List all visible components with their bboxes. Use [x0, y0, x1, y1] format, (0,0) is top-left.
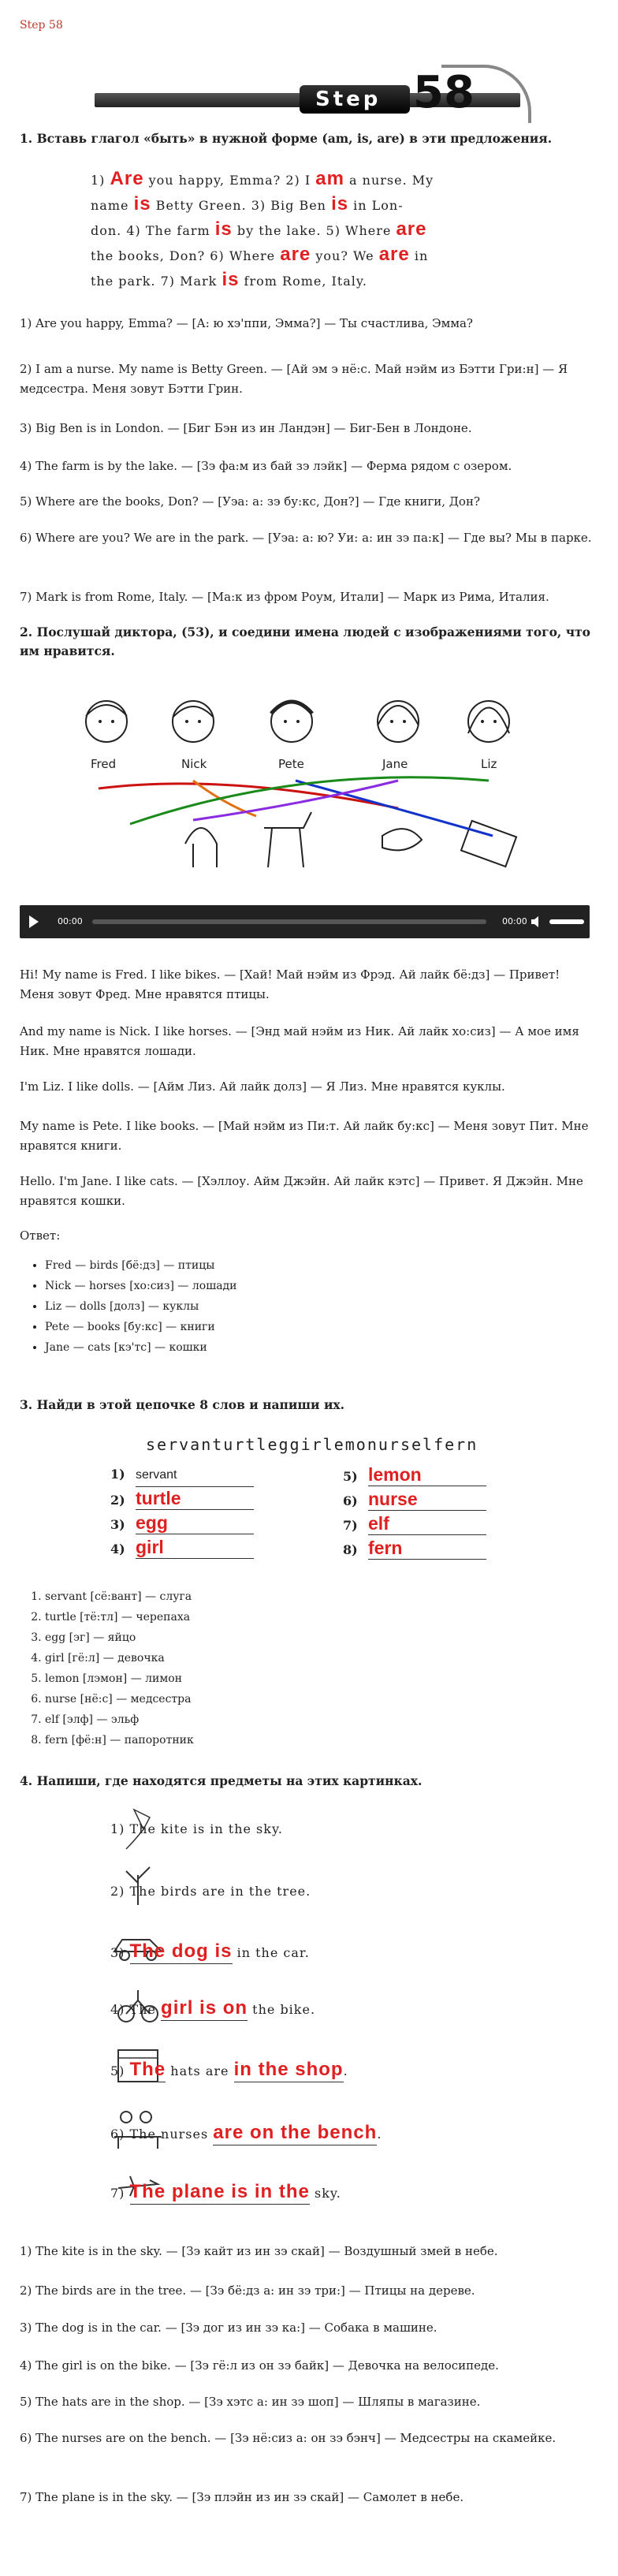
list-item: 6. nurse [нё:с] — медсестра	[45, 1689, 194, 1709]
list-item: 2. turtle [тё:тл] — черепаха	[45, 1607, 194, 1627]
ex4-row: 7) The plane is in the sky.	[110, 2180, 341, 2205]
ex4-answer: 5) The hats are in the shop. — [Зэ хэтс а: ин зэ шоп] — Шляпы в магазине.	[20, 2395, 481, 2409]
ex1-answer: 3) Big Ben is in London. — [Биг Бэн из ин Ландэн] — Биг-Бен в Лондоне.	[20, 421, 472, 435]
seek-bar[interactable]	[92, 919, 486, 924]
ex4-answer: 3) The dog is in the car. — [Зэ дог из ин зэ ка:] — Собака в машине.	[20, 2321, 437, 2335]
ex1-answer: 7) Mark is from Rome, Italy. — [Ма:к из фром Роум, Итали] — Марк из Рима, Италия.	[20, 590, 549, 604]
ex1-fill: is	[214, 218, 233, 240]
ex1-line: 1) Are you happy, Emma? 2) I am a nurse. My	[91, 168, 434, 189]
ex3-word: elf	[368, 1512, 486, 1535]
ex3-word: servant	[136, 1464, 254, 1487]
ex3-word: egg	[136, 1512, 254, 1534]
ex1-fill: am	[315, 168, 344, 189]
ex3-word-row: 6) nurse	[343, 1488, 486, 1512]
list-item: • Pete — books [бу:кс] — книги	[45, 1317, 237, 1337]
ex3-word: lemon	[368, 1463, 486, 1486]
list-item: 1. servant [сё:вант] — слуга	[45, 1586, 194, 1607]
ex1-answer: 6) Where are you? We are in the park. — [Уэа: а: ю? Уи: а: ин зэ па:к] — Где вы? Мы в парке.	[20, 531, 592, 545]
ex2-text: My name is Pete. I like books. — [Май нэйм из Пи:т. Ай лайк бу:кс] — Меня зовут Пит. Мне нравятся книги.	[20, 1119, 589, 1153]
ex2-name-label: Nick	[181, 757, 207, 771]
ex2-name-label: Pete	[278, 757, 304, 771]
list-item: 8. fern [фё:н] — папоротник	[45, 1730, 194, 1750]
ex1-fill: is	[331, 193, 349, 214]
current-time: 00:00	[58, 916, 83, 926]
list-item: 5. lemon [лэмон] — лимон	[45, 1668, 194, 1689]
ex4-fill: The	[130, 2058, 166, 2082]
ex3-heading: 3. Найди в этой цепочке 8 слов и напиши их.	[20, 1397, 345, 1412]
ex3-word-row: 1) servant	[110, 1463, 254, 1487]
ex3-word: fern	[368, 1537, 486, 1560]
ex3-word: turtle	[136, 1487, 254, 1510]
ex2-matching-illustration	[67, 678, 556, 891]
banner-number: 58	[413, 67, 475, 118]
ex2-answer-label: Ответ:	[20, 1228, 61, 1243]
ex1-line: the books, Don? 6) Where are you? We are in	[91, 244, 429, 265]
ex4-row: 5) The hats are in the shop.	[110, 2058, 348, 2083]
ex1-line: the park. 7) Mark is from Rome, Italy.	[91, 269, 367, 290]
ex1-answer: 4) The farm is by the lake. — [Зэ фа:м из бай зэ лэйк] — Ферма рядом с озером.	[20, 459, 512, 473]
ex3-word: nurse	[368, 1488, 486, 1511]
ex2-text: I'm Liz. I like dolls. — [Айм Лиз. Ай лайк долз] — Я Лиз. Мне нравятся куклы.	[20, 1079, 505, 1094]
audio-player[interactable]	[20, 905, 590, 938]
volume-icon[interactable]	[531, 915, 542, 928]
play-icon[interactable]	[29, 915, 39, 928]
ex4-answer: 6) The nurses are on the bench. — [Зэ нё:сиз а: он зэ бэнч] — Медсестры на скамейке.	[20, 2431, 557, 2445]
duration: 00:00	[502, 916, 527, 926]
ex3-word-row: 2) turtle	[110, 1487, 254, 1512]
ex4-fill: girl is on	[161, 1996, 248, 2021]
ex1-answer: 5) Where are the books, Don? — [Уэа: а: зэ бу:кс, Дон?] — Где книги, Дон?	[20, 494, 480, 509]
ex4-row: 6) The nurses are on the bench.	[110, 2121, 382, 2146]
list-item: 4. girl [гё:л] — девочка	[45, 1648, 194, 1668]
ex1-fill: are	[396, 218, 427, 240]
list-item: • Jane — cats [кэ'тс] — кошки	[45, 1337, 237, 1358]
ex2-name-label: Fred	[91, 757, 117, 771]
banner-word: Step	[300, 85, 410, 114]
ex1-fill: Are	[110, 168, 144, 189]
ex1-line: name is Betty Green. 3) Big Ben is in Lon-	[91, 193, 404, 214]
ex1-fill: are	[280, 244, 311, 265]
ex2-text: And my name is Nick. I like horses. — [Энд май нэйм из Ник. Ай лайк хо:сиз] — А мое имя Ник. Мне нравятся лошади.	[20, 1024, 579, 1058]
ex4-row: 1) The kite is in the sky.	[110, 1821, 283, 1836]
list-item: 7. elf [элф] — эльф	[45, 1709, 194, 1730]
ex3-right-column	[343, 1463, 486, 1561]
list-item: • Liz — dolls [долз] — куклы	[45, 1296, 237, 1317]
ex4-answer: 2) The birds are in the tree. — [Зэ бё:дз а: ин зэ три:] — Птицы на дереве.	[20, 2283, 475, 2298]
breadcrumb[interactable]: Step 58	[20, 19, 63, 32]
ex2-name-label: Liz	[481, 757, 497, 771]
ex3-word-row: 4) girl	[110, 1536, 254, 1560]
ex4-answer: 4) The girl is on the bike. — [Зэ гё:л из он зэ байк] — Девочка на велосипеде.	[20, 2358, 499, 2373]
ex2-answer-list	[20, 1255, 237, 1358]
ex2-heading: 2. Послушай диктора, (53), и соедини имена людей с изображениями того, что им нравится.	[20, 624, 591, 658]
ex4-row: 3) The dog is in the car.	[110, 1940, 310, 1965]
step-banner	[95, 62, 520, 118]
ex1-fill: is	[133, 193, 151, 214]
volume-slider[interactable]	[549, 919, 584, 924]
ex1-fill: are	[378, 244, 410, 265]
list-item: 3. egg [эг] — яйцо	[45, 1627, 194, 1648]
ex3-word-row: 3) egg	[110, 1512, 254, 1536]
ex4-heading: 4. Напиши, где находятся предметы на этих картинках.	[20, 1773, 423, 1788]
ex1-heading: 1. Вставь глагол «быть» в нужной форме (am, is, are) в эти предложения.	[20, 131, 553, 146]
ex2-text: Hi! My name is Fred. I like bikes. — [Хай! Май нэйм из Фрэд. Ай лайк бё:дз] — Привет! Меня зовут Фред. Мне нравятся птицы.	[20, 967, 560, 1001]
ex1-fill: is	[222, 269, 240, 290]
ex3-answer-list	[20, 1586, 194, 1750]
ex4-fill: The dog is	[130, 1940, 233, 1964]
ex3-word-row: 7) elf	[343, 1512, 486, 1537]
ex3-word: girl	[136, 1536, 254, 1559]
ex1-line: don. 4) The farm is by the lake. 5) Where are	[91, 218, 427, 240]
ex4-row: 4) The girl is on the bike.	[110, 1996, 315, 2022]
ex4-fill: in the shop	[234, 2058, 344, 2082]
ex4-answer: 7) The plane is in the sky. — [Зэ плэйн из ин зэ скай] — Самолет в небе.	[20, 2490, 464, 2504]
ex3-word-row: 5) lemon	[343, 1463, 486, 1488]
ex2-name-label: Jane	[382, 757, 408, 771]
ex4-fill: The plane is in the	[130, 2180, 310, 2205]
ex4-row: 2) The birds are in the tree.	[110, 1884, 311, 1899]
ex3-letter-chain: servanturtleggirlemonurselfern	[146, 1435, 478, 1454]
ex1-answer: 2) I am a nurse. My name is Betty Green. — [Ай эм э нё:с. Май нэйм из Бэтти Гри:н] — Я медсестра. Меня зовут Бэтти Грин.	[20, 362, 568, 396]
ex2-text: Hello. I'm Jane. I like cats. — [Хэллоу. Айм Джэйн. Ай лайк кэтс] — Привет. Я Джэйн. Мне нравятся кошки.	[20, 1174, 583, 1208]
list-item: • Nick — horses [хо:сиз] — лошади	[45, 1276, 237, 1296]
ex1-exercise-box	[91, 167, 434, 293]
ex2-illustration-svg	[67, 678, 556, 891]
list-item: • Fred — birds [бё:дз] — птицы	[45, 1255, 237, 1276]
ex4-answer: 1) The kite is in the sky. — [Зэ кайт из ин зэ скай] — Воздушный змей в небе.	[20, 2244, 498, 2258]
ex4-fill: are on the bench	[213, 2121, 377, 2145]
ex3-word-row: 8) fern	[343, 1537, 486, 1561]
ex3-left-column	[110, 1463, 254, 1560]
ex1-answer: 1) Are you happy, Emma? — [А: ю хэ'ппи, Эмма?] — Ты счастлива, Эмма?	[20, 316, 473, 330]
